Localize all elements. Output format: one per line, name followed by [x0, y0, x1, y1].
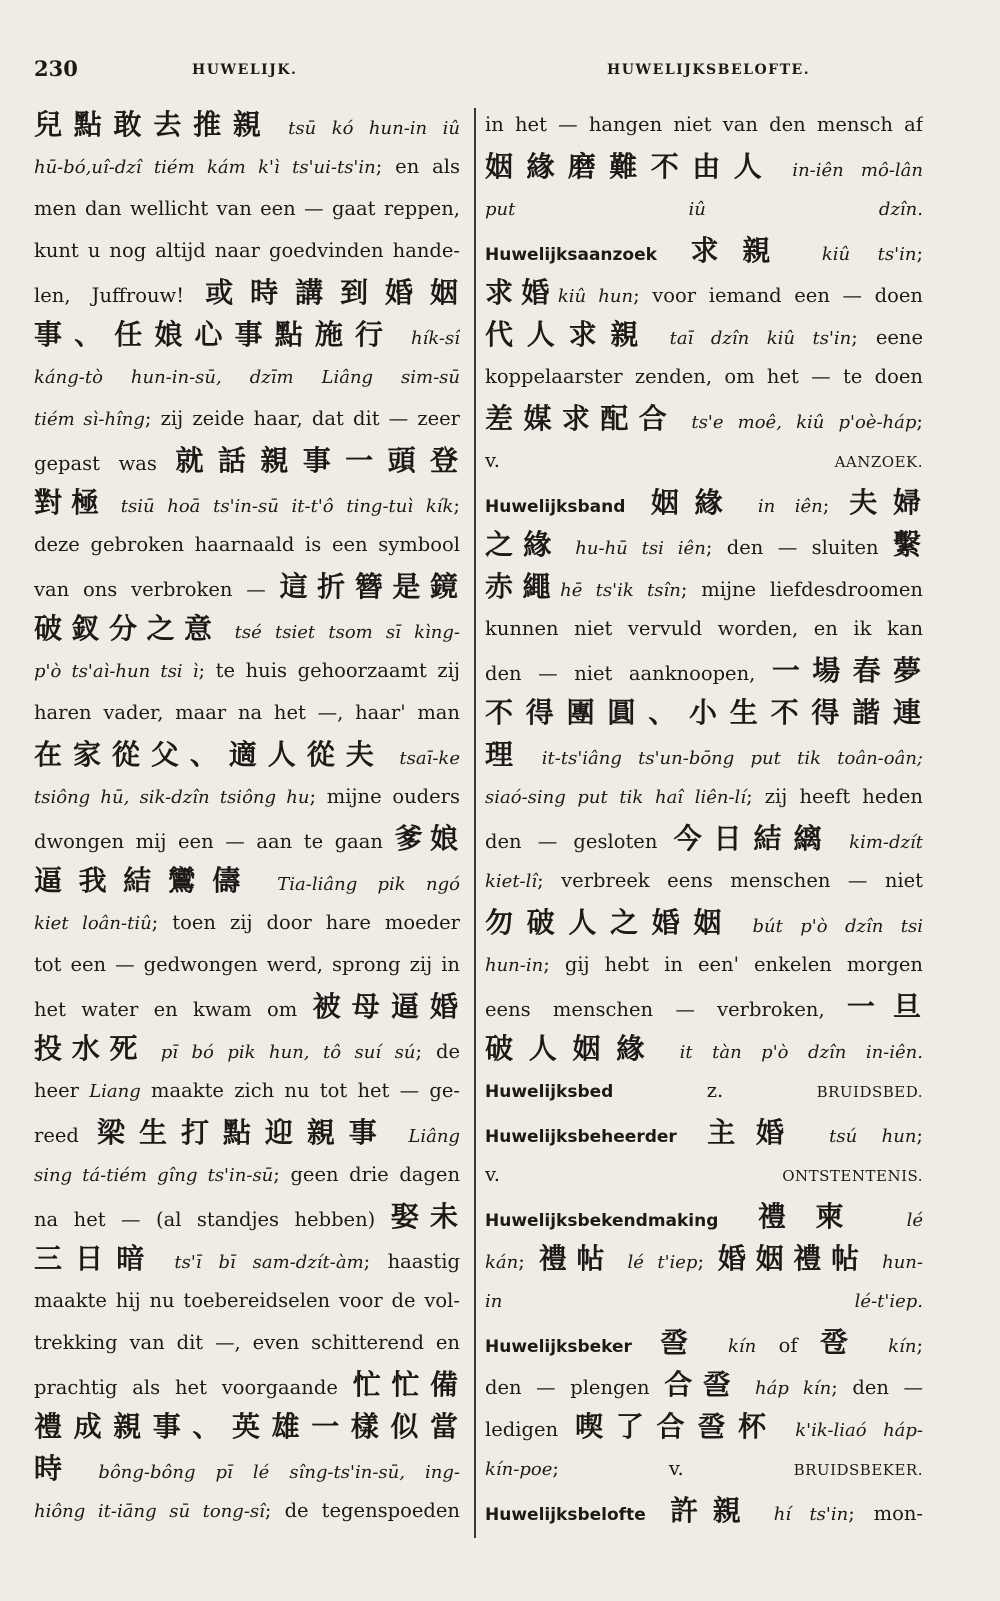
text-line — [485, 356, 923, 398]
romanization: kim-dzít — [833, 832, 923, 853]
chinese-characters: 投水死 — [34, 1032, 148, 1065]
romanization: k'ik-liaó háp- — [778, 1420, 923, 1441]
dutch-text: den — plengen — [485, 1376, 665, 1399]
text-line — [34, 1154, 460, 1196]
text-line — [34, 818, 460, 860]
chinese-characters: 之緣 — [485, 528, 562, 561]
chinese-characters: 禮帖 — [538, 1242, 615, 1275]
romanization: kiet-lî — [485, 871, 538, 892]
romanization: put iû dzîn. — [485, 199, 923, 220]
chinese-characters: 被母逼婚 — [312, 990, 460, 1023]
romanization: tsū kó hun-in iû — [272, 118, 460, 139]
dutch-text: het water en kwam om — [34, 998, 313, 1021]
dutch-text: heer — [34, 1079, 90, 1102]
text-line — [485, 1322, 923, 1364]
romanization: Liang — [89, 1081, 141, 1102]
text-line — [485, 398, 923, 440]
chinese-characters: 禮成親事、英雄一樣似當 — [34, 1410, 460, 1443]
chinese-characters: 忙忙備 — [352, 1368, 460, 1401]
text-line — [485, 272, 923, 314]
romanization: bông-bông pī lé sîng-ts'in-sū, ing- — [78, 1462, 460, 1483]
romanization: it tàn p'ò dzîn in-iên. — [660, 1042, 923, 1063]
romanization: lé t'iep — [614, 1252, 698, 1273]
text-line — [34, 230, 460, 272]
romanization: hū-bó,uî-dzî tiém kám k'ì ts'ui-ts'in — [34, 157, 376, 178]
romanization: ts'ī bī sam-dzít-àm — [157, 1252, 364, 1273]
romanization: kín — [706, 1336, 757, 1357]
dutch-text: ; — [916, 242, 923, 265]
text-line — [485, 188, 923, 230]
chinese-characters: 夫婦 — [849, 486, 923, 519]
left-column — [34, 104, 460, 1532]
text-line — [485, 440, 923, 482]
dutch-text: ; voor iemand een — doen — [633, 284, 923, 307]
column-divider — [474, 108, 476, 1538]
romanization: kín — [866, 1336, 917, 1357]
dutch-text: van ons verbroken — — [34, 578, 280, 601]
text-line — [34, 1028, 460, 1070]
chinese-characters: 在家從父、適人從夫 — [34, 738, 385, 771]
dutch-text: v. — [485, 1163, 783, 1186]
dutch-text: ; — [916, 410, 923, 433]
dutch-text: tot een — gedwongen werd, sprong zij in — [34, 953, 460, 976]
romanization: tiém sì-hîng — [34, 409, 145, 430]
text-line — [485, 1490, 923, 1532]
romanization: hiông it-iāng sū tong-sî — [34, 1501, 265, 1522]
text-line — [34, 986, 460, 1028]
chinese-characters: 求親 — [656, 234, 795, 267]
text-line — [34, 1112, 460, 1154]
chinese-characters: 三日暗 — [34, 1242, 158, 1275]
dutch-text: z. — [613, 1079, 817, 1102]
dutch-text: of — [756, 1334, 821, 1357]
text-line — [485, 1070, 923, 1112]
romanization: hun- — [868, 1252, 923, 1273]
romanization: háp kín — [740, 1378, 832, 1399]
dutch-text: ; — [453, 494, 460, 517]
romanization: ts'e moê, kiû p'oè-háp — [677, 412, 917, 433]
entry-headword: Huwelijksaanzoek — [485, 245, 657, 265]
cross-reference: BRUIDSBED. — [816, 1083, 923, 1101]
romanization: it-ts'iâng ts'un-bōng put tik toân-oân; — [525, 748, 923, 769]
romanization: in iên — [738, 496, 823, 517]
dutch-text: ; de — [415, 1040, 460, 1063]
text-line — [34, 1406, 460, 1448]
dutch-text: ; — [518, 1250, 539, 1273]
dutch-text: ; haastig — [363, 1250, 460, 1273]
right-running-head: HUWELIJKSBELOFTE. — [607, 62, 811, 78]
chinese-characters: 破釵分之意 — [34, 612, 222, 645]
romanization: in-iên mô-lân — [775, 160, 923, 181]
dutch-text: ; zij zeide haar, dat dit — zeer — [144, 407, 460, 430]
dutch-text: ; eene — [851, 326, 923, 349]
text-line — [485, 1448, 923, 1490]
text-line — [485, 146, 923, 188]
text-line — [485, 986, 923, 1028]
dutch-text: haren vader, maar na het —, haar' man — [34, 701, 460, 724]
text-line — [34, 104, 460, 146]
romanization: kiû ts'in — [794, 244, 917, 265]
text-line — [485, 650, 923, 692]
text-line — [485, 692, 923, 734]
text-line — [485, 230, 923, 272]
dutch-text: ; te huis gehoorzaamt zij — [198, 659, 460, 682]
dutch-text: ; toen zij door hare moeder — [151, 911, 460, 934]
romanization: káng-tò hun-in-sū, dzīm Liâng sim-sū — [34, 367, 460, 388]
romanization: tsiū hoā ts'in-sū it-t'ô ting-tuì kík — [108, 496, 454, 517]
page-header — [0, 56, 1000, 86]
entry-headword: Huwelijksbed — [485, 1082, 614, 1102]
text-line — [34, 566, 460, 608]
romanization: Tia-liâng pik ngó — [256, 874, 460, 895]
dutch-text: den — gesloten — [485, 830, 674, 853]
chinese-characters: 禮柬 — [718, 1200, 874, 1233]
dutch-text: ; mijne liefdesdroomen — [680, 578, 923, 601]
chinese-characters: 一旦 — [846, 990, 923, 1023]
chinese-characters: 赤繩 — [485, 570, 561, 603]
chinese-characters: 對極 — [34, 486, 108, 519]
dutch-text: ; — [916, 1124, 923, 1147]
chinese-characters: 繫 — [892, 528, 923, 561]
dutch-text: koppelaarster zenden, om het — te doen — [485, 365, 923, 388]
romanization: p'ò ts'aì-hun tsi ì — [34, 661, 199, 682]
cross-reference: ONTSTENTENIS. — [782, 1167, 923, 1185]
chinese-characters: 主婚 — [676, 1116, 805, 1149]
text-line — [34, 272, 460, 314]
chinese-characters: 這折簪是鏡 — [279, 570, 460, 603]
text-line — [485, 608, 923, 650]
chinese-characters: 勿破人之婚姻 — [485, 906, 736, 939]
text-line — [34, 1070, 460, 1112]
dutch-text: v. — [485, 449, 835, 472]
romanization: bút p'ò dzîn tsi — [735, 916, 923, 937]
dutch-text: kunt u nog altijd naar goedvinden hande- — [34, 239, 460, 262]
text-line — [34, 1490, 460, 1532]
text-line — [34, 188, 460, 230]
romanization: kiû hun — [557, 286, 634, 307]
chinese-characters: 梁生打點迎親事 — [97, 1116, 391, 1149]
romanization: sing tá-tiém gîng ts'in-sū — [34, 1165, 274, 1186]
text-line — [34, 356, 460, 398]
romanization: hun-in — [485, 955, 544, 976]
text-line — [485, 1238, 923, 1280]
chinese-characters: 合巹 — [664, 1368, 741, 1401]
text-line — [34, 860, 460, 902]
text-line — [34, 776, 460, 818]
dutch-text: len, Juffrouw! — [34, 284, 206, 307]
dutch-text: maakte hij nu toebereidselen voor de vol- — [34, 1289, 460, 1312]
text-line — [34, 314, 460, 356]
chinese-characters: 事、任娘心事點施行 — [34, 318, 396, 351]
text-line — [485, 104, 923, 146]
text-line — [485, 566, 923, 608]
dutch-text: ; — [697, 1250, 718, 1273]
dutch-text: trekking van dit —, even schitterend en — [34, 1331, 460, 1354]
dutch-text: ; v. — [552, 1457, 794, 1480]
chinese-characters: 代人求親 — [485, 318, 653, 351]
chinese-characters: 巹 — [631, 1326, 707, 1359]
chinese-characters: 爹娘 — [394, 822, 460, 855]
text-line — [34, 1280, 460, 1322]
chinese-characters: 差媒求配合 — [485, 402, 678, 435]
romanization: tsiông hū, sik-dzîn tsiông hu — [34, 787, 310, 808]
text-line — [34, 1364, 460, 1406]
right-column — [485, 104, 923, 1532]
dutch-text: deze gebroken haarnaald is een symbool — [34, 533, 460, 556]
text-line — [485, 1028, 923, 1070]
text-line — [34, 524, 460, 566]
dutch-text: ; den — — [831, 1376, 923, 1399]
text-line — [485, 1196, 923, 1238]
romanization: hu-hū tsi iên — [561, 538, 706, 559]
chinese-characters: 許親 — [645, 1494, 756, 1527]
dutch-text: ; — [916, 1334, 923, 1357]
chinese-characters: 今日結縭 — [673, 822, 834, 855]
dutch-text: ledigen — [485, 1418, 576, 1441]
romanization: tsú hun — [804, 1126, 917, 1147]
dutch-text: ; den — sluiten — [705, 536, 893, 559]
text-line — [485, 734, 923, 776]
dutch-text: maakte zich nu tot het — ge- — [140, 1079, 460, 1102]
text-line — [34, 944, 460, 986]
text-line — [34, 902, 460, 944]
romanization: hē ts'ik tsîn — [560, 580, 681, 601]
chinese-characters: 逼我結鸞儔 — [34, 864, 257, 897]
text-line — [34, 398, 460, 440]
dutch-text: den — niet aanknoopen, — [485, 662, 772, 685]
text-line — [485, 1112, 923, 1154]
romanization: tsaī-ke — [384, 748, 460, 769]
romanization: in lé-t'iep. — [485, 1291, 923, 1312]
chinese-characters: 破人姻緣 — [485, 1032, 661, 1065]
text-line — [485, 1364, 923, 1406]
entry-headword: Huwelijksband — [485, 497, 626, 517]
romanization: taī dzîn kiû ts'in — [652, 328, 852, 349]
text-line — [485, 860, 923, 902]
text-line — [34, 1322, 460, 1364]
text-line — [485, 1280, 923, 1322]
text-line — [485, 314, 923, 356]
dutch-text: prachtig als het voorgaande — [34, 1376, 353, 1399]
text-line — [485, 524, 923, 566]
entry-headword: Huwelijksbekendmaking — [485, 1211, 719, 1231]
text-line — [34, 1238, 460, 1280]
romanization: lé — [873, 1210, 923, 1231]
text-line — [485, 818, 923, 860]
romanization: kiet loân-tiû — [34, 913, 152, 934]
page-number: 230 — [34, 56, 78, 81]
dutch-text: ; en als — [375, 155, 460, 178]
cross-reference: BRUIDSBEKER. — [793, 1461, 923, 1479]
text-line — [34, 1448, 460, 1490]
chinese-characters: 姻緣 — [625, 486, 739, 519]
dutch-text: gepast was — [34, 452, 176, 475]
dutch-text: ; mon- — [848, 1502, 923, 1525]
romanization: kín-poe — [485, 1459, 553, 1480]
dutch-text: men dan wellicht van een — gaat reppen, — [34, 197, 460, 220]
dutch-text: ; gij hebt in een' enkelen morgen — [543, 953, 923, 976]
dutch-text: dwongen mij een — aan te gaan — [34, 830, 395, 853]
text-line — [34, 608, 460, 650]
dutch-text: in het — hangen niet van den mensch af — [485, 113, 923, 136]
entry-headword: Huwelijksbeheerder — [485, 1127, 677, 1147]
text-line — [485, 482, 923, 524]
romanization: hík-sî — [395, 328, 460, 349]
chinese-characters: 兒點敢去推親 — [34, 108, 273, 141]
text-line — [34, 146, 460, 188]
dutch-text: eens menschen — verbroken, — [485, 998, 847, 1021]
chinese-characters: 卺 — [820, 1326, 867, 1359]
chinese-characters: 姻緣磨難不由人 — [485, 150, 776, 183]
entry-headword: Huwelijksbelofte — [485, 1505, 646, 1525]
dutch-text: ; mijne ouders — [309, 785, 460, 808]
chinese-characters: 一場春夢 — [771, 654, 923, 687]
text-line — [34, 692, 460, 734]
romanization: tsé tsiet tsom sī kìng- — [221, 622, 460, 643]
dutch-text: na het — (al standjes hebben) — [34, 1208, 391, 1231]
chinese-characters: 求婚 — [485, 276, 558, 309]
text-line — [485, 776, 923, 818]
chinese-characters: 或時講到婚姻 — [205, 276, 460, 309]
chinese-characters: 喫了合巹杯 — [575, 1410, 779, 1443]
dutch-text: reed — [34, 1124, 98, 1147]
left-running-head: HUWELIJK. — [192, 62, 298, 78]
text-line — [485, 902, 923, 944]
romanization: siaó-sing put tik haî liên-lí — [485, 787, 747, 808]
dutch-text: ; verbreek eens menschen — niet — [537, 869, 923, 892]
dutch-text: ; — [822, 494, 850, 517]
chinese-characters: 婚姻禮帖 — [717, 1242, 869, 1275]
romanization: Liâng — [390, 1126, 460, 1147]
chinese-characters: 就話親事一頭登 — [175, 444, 460, 477]
text-line — [485, 1406, 923, 1448]
chinese-characters: 不得團圓、小生不得諧連 — [485, 696, 923, 729]
entry-headword: Huwelijksbeker — [485, 1337, 632, 1357]
chinese-characters: 娶未 — [390, 1200, 460, 1233]
text-line — [34, 734, 460, 776]
chinese-characters: 時 — [34, 1452, 79, 1485]
dutch-text: ; zij heeft heden — [746, 785, 923, 808]
text-line — [485, 944, 923, 986]
text-line — [34, 482, 460, 524]
cross-reference: AANZOEK. — [834, 453, 923, 471]
chinese-characters: 理 — [485, 738, 526, 771]
dutch-text: ; de tegenspoeden — [264, 1499, 460, 1522]
dutch-text: ; geen drie dagen — [273, 1163, 460, 1186]
text-line — [34, 650, 460, 692]
text-line — [34, 1196, 460, 1238]
romanization: hí ts'in — [755, 1504, 849, 1525]
dutch-text: kunnen niet vervuld worden, en ik kan — [485, 617, 923, 640]
text-line — [34, 440, 460, 482]
text-line — [485, 1154, 923, 1196]
romanization: pī bó pik hun, tô suí sú — [147, 1042, 416, 1063]
romanization: kán — [485, 1252, 519, 1273]
